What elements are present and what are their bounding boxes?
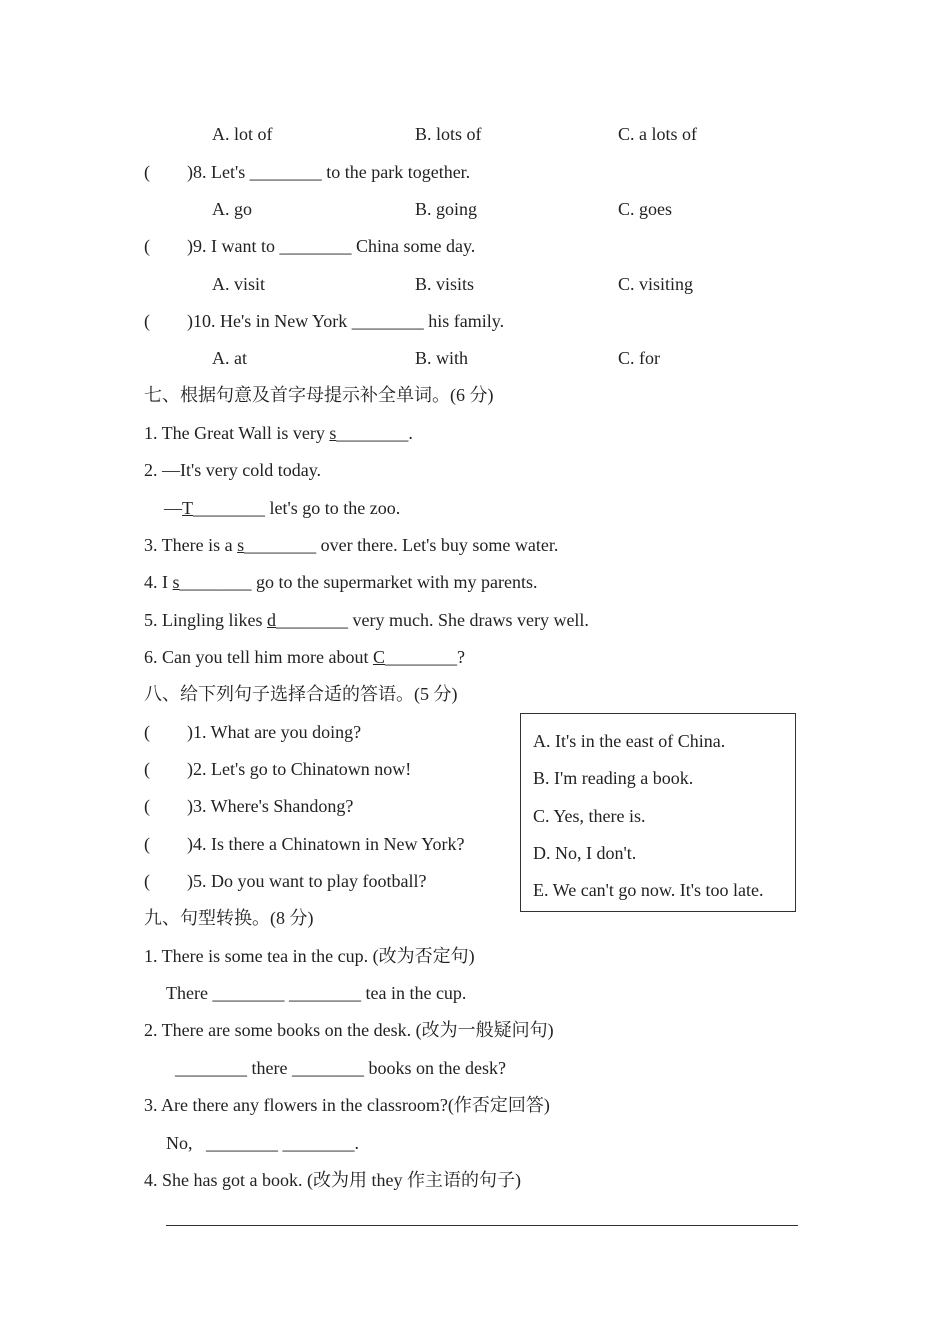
section8-question-5: )5. Do you want to play football?	[187, 871, 427, 891]
section7-item-4: 4. I s________ go to the supermarket with my parents.	[144, 572, 538, 592]
section8-question-3: )3. Where's Shandong?	[187, 796, 354, 816]
q10-option-a: A. at	[212, 348, 247, 368]
section9-title: 九、句型转换。(8 分)	[144, 908, 314, 928]
section8-paren-5: (	[144, 871, 150, 891]
section8-question-4: )4. Is there a Chinatown in New York?	[187, 834, 465, 854]
section9-q2: 2. There are some books on the desk. (改为一般疑问句)	[144, 1020, 554, 1040]
q9-option-b: B. visits	[415, 274, 475, 294]
section7-item-6: 6. Can you tell him more about C________?	[144, 647, 465, 667]
answer-choice-b: B. I'm reading a book.	[533, 768, 694, 788]
section8-paren-2: (	[144, 759, 150, 779]
section9-q4: 4. She has got a book. (改为用 they 作主语的句子)	[144, 1170, 521, 1190]
section8-paren-1: (	[144, 722, 150, 742]
q10-option-b: B. with	[415, 348, 469, 368]
answer-write-line	[166, 1225, 798, 1226]
q8-question: )8. Let's ________ to the park together.	[187, 162, 471, 182]
section7-item-2-reply: —T________ let's go to the zoo.	[164, 498, 401, 518]
section7-item-1: 1. The Great Wall is very s________.	[144, 423, 413, 443]
q9-question: )9. I want to ________ China some day.	[187, 236, 476, 256]
q8-paren: (	[144, 162, 150, 182]
section8-question-2: )2. Let's go to Chinatown now!	[187, 759, 412, 779]
answer-choices-box	[520, 713, 796, 912]
q7-option-a: A. lot of	[212, 124, 273, 144]
q8-option-c: C. goes	[618, 199, 672, 219]
answer-choice-c: C. Yes, there is.	[533, 806, 646, 826]
q7-option-c: C. a lots of	[618, 124, 697, 144]
section9-q1-answer: There ________ ________ tea in the cup.	[166, 983, 467, 1003]
q9-paren: (	[144, 236, 150, 256]
section8-question-1: )1. What are you doing?	[187, 722, 362, 742]
q7-option-b: B. lots of	[415, 124, 482, 144]
answer-choice-a: A. It's in the east of China.	[533, 731, 726, 751]
section9-q2-answer: ________ there ________ books on the desk?	[175, 1058, 506, 1078]
q10-option-c: C. for	[618, 348, 660, 368]
section8-paren-4: (	[144, 834, 150, 854]
q9-option-c: C. visiting	[618, 274, 694, 294]
answer-choice-d: D. No, I don't.	[533, 843, 637, 863]
q10-question: )10. He's in New York ________ his family.	[187, 311, 505, 331]
q8-option-b: B. going	[415, 199, 478, 219]
section7-title: 七、根据句意及首字母提示补全单词。(6 分)	[144, 385, 494, 405]
q8-option-a: A. go	[212, 199, 252, 219]
section9-q3-answer: No, ________ ________.	[166, 1133, 359, 1153]
q10-paren: (	[144, 311, 150, 331]
section9-q1: 1. There is some tea in the cup. (改为否定句)	[144, 946, 475, 966]
section7-item-2: 2. —It's very cold today.	[144, 460, 322, 480]
section7-item-3: 3. There is a s________ over there. Let's buy some water.	[144, 535, 559, 555]
answer-choice-e: E. We can't go now. It's too late.	[533, 880, 764, 900]
section9-q3: 3. Are there any flowers in the classroom?(作否定回答)	[144, 1095, 550, 1115]
section8-title: 八、给下列句子选择合适的答语。(5 分)	[144, 684, 458, 704]
section8-paren-3: (	[144, 796, 150, 816]
section7-item-5: 5. Lingling likes d________ very much. She draws very well.	[144, 610, 589, 630]
q9-option-a: A. visit	[212, 274, 266, 294]
